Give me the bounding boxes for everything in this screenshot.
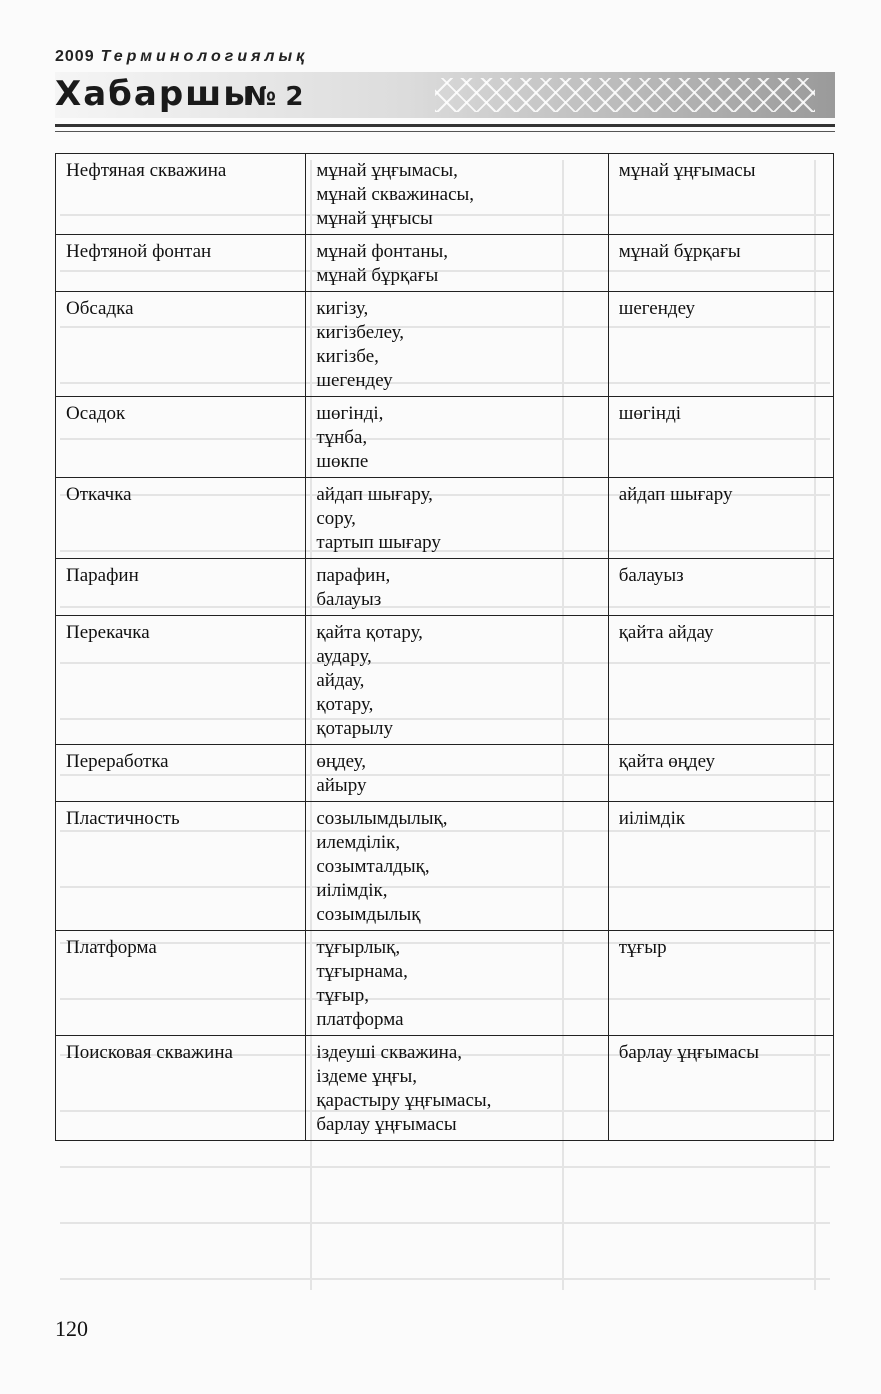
kazakh-variant: созымталдық, [316, 856, 430, 877]
kazakh-variants [306, 397, 608, 478]
issue-number: № 2 [245, 82, 304, 112]
table-row [56, 154, 834, 235]
recommended-term: шегендеу [608, 292, 833, 397]
kazakh-variants [306, 235, 608, 292]
page-header [55, 48, 835, 138]
russian-term: Платформа [56, 931, 306, 1036]
recommended-term: мұнай бұрқағы [608, 235, 833, 292]
kazakh-variants [306, 616, 608, 745]
kazakh-variant: иілімдік, [316, 880, 388, 901]
russian-term: Пластичность [56, 802, 306, 931]
kazakh-variant: мұнай ұңғымасы, [316, 160, 458, 181]
kazakh-variant: кигізбелеу, [316, 322, 404, 343]
kazakh-variant: созылымдылық, [316, 808, 448, 829]
kazakh-variant: мұнай бұрқағы [316, 265, 439, 286]
russian-term: Парафин [56, 559, 306, 616]
recommended-term: айдап шығару [608, 478, 833, 559]
kazakh-variant: балауыз [316, 589, 382, 610]
kazakh-variant: шөкпе [316, 451, 369, 472]
kazakh-variant: іздеуші скважина, [316, 1042, 463, 1063]
page-number: 120 [55, 1316, 88, 1341]
table-row [56, 292, 834, 397]
header-subtitle [55, 48, 835, 66]
kazakh-variant: қотарылу [316, 718, 394, 739]
kazakh-variant: тұнба, [316, 427, 368, 448]
header-year: 2009 [55, 48, 95, 65]
table-row [56, 745, 834, 802]
kazakh-variant: тұғыр, [316, 985, 369, 1006]
kazakh-variants [306, 154, 608, 235]
kazakh-variant: тұғырлық, [316, 937, 401, 958]
kazakh-variant: илемділік, [316, 832, 401, 853]
table-row [56, 1036, 834, 1141]
kazakh-variant: қарастыру ұңғымасы, [316, 1090, 492, 1111]
kazakh-variants [306, 1036, 608, 1141]
kazakh-variant: аудару, [316, 646, 372, 667]
ornament-pattern-icon [435, 78, 815, 112]
russian-term: Перекачка [56, 616, 306, 745]
kazakh-variant: платформа [316, 1009, 404, 1030]
table-row [56, 478, 834, 559]
kazakh-variant: тұғырнама, [316, 961, 408, 982]
kazakh-variant: кигізбе, [316, 346, 379, 367]
table-row [56, 931, 834, 1036]
kazakh-variant: айыру [316, 775, 367, 796]
kazakh-variant: созымдылық [316, 904, 421, 925]
kazakh-variants [306, 745, 608, 802]
recommended-term: барлау ұңғымасы [608, 1036, 833, 1141]
russian-term: Переработка [56, 745, 306, 802]
table-row [56, 802, 834, 931]
kazakh-variant: мұнай ұңғысы [316, 208, 433, 229]
russian-term: Откачка [56, 478, 306, 559]
kazakh-variant: парафин, [316, 565, 391, 586]
russian-term: Нефтяной фонтан [56, 235, 306, 292]
kazakh-variant: шегендеу [316, 370, 393, 391]
kazakh-variant: сору, [316, 508, 356, 529]
kazakh-variants [306, 292, 608, 397]
header-rule [55, 124, 835, 127]
kazakh-variant: айдап шығару, [316, 484, 433, 505]
header-banner [55, 72, 835, 118]
kazakh-variants [306, 802, 608, 931]
kazakh-variants [306, 478, 608, 559]
table-row [56, 235, 834, 292]
kazakh-variant: айдау, [316, 670, 365, 691]
terminology-table [55, 153, 834, 1141]
kazakh-variants [306, 559, 608, 616]
recommended-term: балауыз [608, 559, 833, 616]
header-rule-thin [55, 131, 835, 132]
kazakh-variant: шөгінді, [316, 403, 384, 424]
recommended-term: тұғыр [608, 931, 833, 1036]
kazakh-variant: іздеме ұңғы, [316, 1066, 418, 1087]
recommended-term: шөгінді [608, 397, 833, 478]
kazakh-variant: қотару, [316, 694, 374, 715]
kazakh-variant: өңдеу, [316, 751, 366, 772]
russian-term: Нефтяная скважина [56, 154, 306, 235]
header-series: Терминологиялық [100, 48, 309, 65]
recommended-term: қайта айдау [608, 616, 833, 745]
kazakh-variants [306, 931, 608, 1036]
table-row [56, 559, 834, 616]
recommended-term: қайта өңдеу [608, 745, 833, 802]
table-row [56, 397, 834, 478]
russian-term: Осадок [56, 397, 306, 478]
table-row [56, 616, 834, 745]
russian-term: Поисковая скважина [56, 1036, 306, 1141]
recommended-term: иілімдік [608, 802, 833, 931]
kazakh-variant: барлау ұңғымасы [316, 1114, 457, 1135]
kazakh-variant: кигізу, [316, 298, 369, 319]
kazakh-variant: тартып шығару [316, 532, 441, 553]
russian-term: Обсадка [56, 292, 306, 397]
recommended-term: мұнай ұңғымасы [608, 154, 833, 235]
kazakh-variant: мұнай фонтаны, [316, 241, 449, 262]
journal-title: Хабаршы [55, 74, 257, 114]
kazakh-variant: мұнай скважинасы, [316, 184, 475, 205]
kazakh-variant: қайта қотару, [316, 622, 423, 643]
